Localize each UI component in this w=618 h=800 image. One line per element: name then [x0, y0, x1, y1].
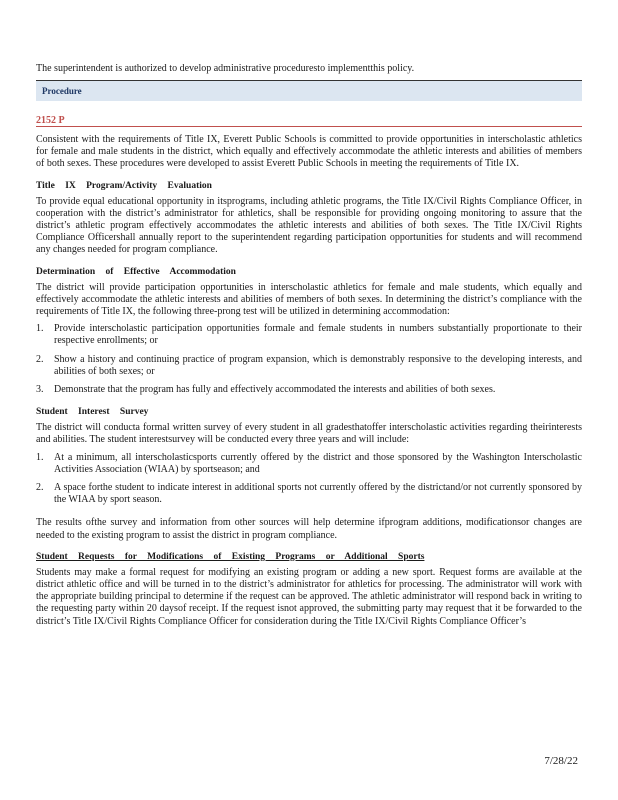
- procedure-body: [36, 134, 582, 628]
- policy-code: 2152 P: [36, 115, 65, 126]
- list-item: 1. Provide interscholastic participation opportunities formale and female students in numbers substantially proportionate to their respective enrollments; or: [36, 323, 582, 347]
- heading-student-requests: Student Requests for Modifications of Existing Programs or Additional Sports: [36, 551, 425, 562]
- list-item: 3. Demonstrate that the program has fully and effectively accommodated the interests and abilities of both sexes.: [36, 384, 496, 396]
- heading-effective-accommodation: Determination of Effective Accommodation: [36, 266, 236, 277]
- paragraph-student-requests: Students may make a formal request for modifying an existing program or adding a new sport. Request forms are available at the district athletic office and will be turned in to the district’s administrator for athletics for processing. The administrator will work with the appropriate building principal to determine if the request can be approved. The athletic administrator will respond back in writing to the requesting party within 20 daysof receipt. If the request isnot approved, the submitting party may request that it be forwarded to the district’s Title IX/Civil Rights Compliance Officer for consideration during the Title IX/Civil Rights Compliance Officer’s: [36, 566, 582, 627]
- paragraph-effective-accommodation: The district will provide participation opportunities in interscholastic athletics for female and male students, which equally and effectively accommodate the athletic interests and abilities of members of both sexes. In determining the district’s compliance with the requirements of Title IX, the following three-prong test will be utilized in determining accommodation:: [36, 281, 582, 318]
- heading-program-evaluation: Title IX Program/Activity Evaluation: [36, 180, 212, 191]
- paragraph-interest-survey: The district will conducta formal written survey of every student in all gradesthatoffer interscholastic activities regarding theirinterests and abilities. The student interestsurvey will be conducted every three years and will include:: [36, 422, 582, 446]
- intro-sentence: The superintendent is authorized to develop administrative proceduresto implementthis policy.: [36, 63, 415, 74]
- paragraph-program-evaluation: To provide equal educational opportunity in itsprograms, including athletic programs, the Title IX/Civil Rights Compliance Officer, in cooperation with the district’s administrator for athletics, shall be responsible for providing ongoing monitoring to assure that the district’s athletic program effectively accommodates the athletic interests and abilities of both sexes. The Title IX/Civil Rights Compliance Officershall annually report to the superintendent regarding participation opportunities for students and will recommend any changes needed for program compliance.: [36, 195, 582, 256]
- list-item: 1. At a minimum, all interscholasticsports currently offered by the district and those sponsored by the Washington Interscholastic Activities Association (WIAA) by sportseason; and: [36, 451, 582, 475]
- paragraph-commitment: Consistent with the requirements of Title IX, Everett Public Schools is committed to provide opportunities in interscholastic athletics for female and male students in the district, which equally and effectively accommodate the athletic interests and abilities of members of both sexes. These procedures were developed to assist Everett Public Schools in meeting the requirements of Title IX.: [36, 134, 582, 170]
- three-prong-test-list: [36, 323, 582, 396]
- paragraph-survey-results: The results ofthe survey and information from other sources will help determine ifprogram additions, modificationsor changes are needed to the existing program to assist the district in program compliance.: [36, 517, 582, 541]
- heading-interest-survey: Student Interest Survey: [36, 407, 149, 418]
- procedure-header-bar: [36, 80, 582, 101]
- survey-contents-list: [36, 452, 582, 507]
- procedure-label: Procedure: [42, 86, 82, 96]
- footer-date: 7/28/22: [544, 755, 578, 767]
- policy-code-row: [36, 110, 582, 127]
- list-item: 2. Show a history and continuing practice of program expansion, which is demonstrably responsive to the developing interests, and abilities of both sexes; or: [36, 353, 582, 377]
- list-item: 2. A space forthe student to indicate interest in additional sports not currently offered by the districtand/or not currently sponsored by the WIAA by sport season.: [36, 482, 582, 506]
